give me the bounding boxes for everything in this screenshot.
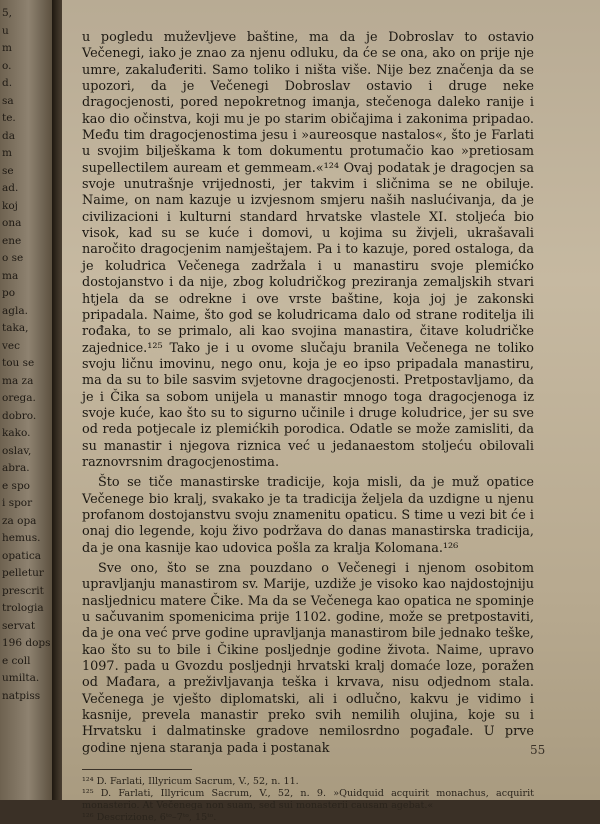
left-page-fragment: ma [2, 269, 19, 282]
left-page-fragment: tou se [2, 357, 35, 369]
left-page-fragment: d. [2, 77, 13, 89]
left-page-fragment: umilta. [2, 672, 40, 684]
paragraph-2: Što se tiče manastirske tradicije, koja misli, da je muž opatice Večenege bio kralj, svakako je ta tradicija željela da uzdigne u njenu profanom dostojanstvu svoju znamenitu opaticu. S time u vezi bit će i onaj dio legende, koju živo podržava do danas manastirska tradicija, da je ona kasnije kao udovica pošla za kralja Kolomana.¹²⁶ [82, 475, 534, 556]
left-page-fragment: te. [2, 112, 16, 124]
left-page-fragment: vec [2, 339, 21, 352]
left-page-fragment: orega. [2, 392, 36, 404]
left-page-fragment: ona [2, 217, 22, 229]
footnote-125: ¹²⁵ D. Farlati, Illyricum Sacrum, V., 52, n. 9. »Quidquid acquirit monachus, acquirit monasterio. At Večenega non suam, sed sui monasterii causam agebat.« [82, 788, 534, 812]
left-page-fragment: e spo [2, 479, 30, 492]
left-page-fragment: servat [2, 619, 36, 632]
footnote-divider [82, 769, 192, 770]
left-page-fragment: opatica [2, 549, 42, 562]
left-page-fragment: prescrit [2, 584, 44, 597]
footnote-124: ¹²⁴ D. Farlati, Illyricum Sacrum, V., 52, n. 11. [82, 776, 299, 788]
left-page-fragment: se [2, 164, 14, 177]
left-page-fragment: m [2, 147, 12, 159]
book-page [62, 0, 600, 824]
left-page-fragment: taka, [2, 322, 29, 334]
left-page-fragment: ene [2, 234, 22, 247]
footnote-126: ¹²⁶ Descrizione, 6ᵗᵒ–7ᵗᵒ, 15ᵗᵒ. [82, 812, 217, 824]
left-page-fragment: abra. [2, 462, 30, 474]
left-page-fragment: za opa [2, 514, 37, 527]
left-page-fragment: trologia [2, 602, 44, 614]
left-page-fragment: koj [2, 199, 18, 212]
left-page-fragment: kako. [2, 427, 31, 439]
left-page-fragment: pelletur [2, 567, 44, 579]
book-gutter [52, 0, 62, 800]
left-page-fragment: agla. [2, 304, 28, 317]
left-page-fragment: 196 dops [2, 637, 51, 649]
paragraph-3: Sve ono, što se zna pouzdano o Večenegi i njenom osobitom upravljanju manastirom sv. Marije, uzdiže je visoko kao najdostojniju nasljednicu matere Čike. Ma da se Večenega kao opatica ne spominje u sačuvanim spomenicima prije 1102. godine, može se pretpostaviti, da je ona već prve godine upravljanja manastirom bile jednako teške, kao što su to bile i Čikine posljednje godine života. Naime, upravo 1097. pada u Gvozdu posljednji hrvatski kralj domaće loze, poražen od Mađara, a preživljavanja teška i krvava, nisu odjednom stala. Večenega je vješto diplomatski, ali i odlučno, kakvu je vidimo i kasnije, prevela manastir preko svih nemilih olujina, koje su i Hrvatsku i dalmatinske gradove nemilosrdno pogađale. U prve godine njena staranja pada i postanak [82, 561, 534, 756]
left-page-edge [0, 0, 52, 800]
left-page-fragment: da [2, 129, 15, 142]
left-page-fragment: hemus. [2, 532, 41, 544]
left-page-fragment: ma za [2, 374, 34, 387]
left-page-fragment: natpiss [2, 689, 41, 702]
left-page-fragment: i spor [2, 497, 33, 509]
paragraph-1: u pogledu muževljeve baštine, ma da je Dobroslav to ostavio Večenegi, iako je znao za njenu odluku, da će se ona, ako on prije nje umre, zakaluđeriti. Samo toliko i ništa više. Nije bez značenja da se upozori, da je Večenegi Dobroslav ostavio i druge neke dragocjenosti, pored nepokretnog imanja, stečenoga daleko ranije i kao dio očinstva, koji mu je po starim običajima i zakonima pripadao. Među tim dragocjenostima jesu i »aureosque nastalos«, što je Farlati u svojim bilješkama k tom dokumentu protumačio kao »pretiosam supellectilem auream et gemmeam.«¹²⁴ Ovaj podatak je dragocjen sa svoje unutrašnje vrijednosti, jer takvim i sličnima se ne obiluje. Naime, on nam kazuje u izvjesnom smjeru naših naslućivanja, da je civilizacioni i kulturni standard hrvatske vlastele XI. stoljeća bio visok, kad su se kuće i domovi, u kojima su živjeli, ukrašavali naročito dragocjenim namještajem. Pa i to kazuje, pored ostaloga, da je koludrica Večenega zadržala i u manastiru svoje plemićko dostojanstvo i da nije, zbog koludričkog preziranja zemaljskih stvari htjela da se odrekne i ove vrste baštine, koja joj je zakonski pripadala. Naime, što god se koludricama dalo od strane roditelja ili rođaka, to se primalo, ali kao svojina manastira, čitave koludričke zajednice.¹²⁵ Tako je i u ovome slučaju branila Večenega ne toliko svoju ličnu imovinu, nego onu, koja je eo ipso pripadala manastiru, ma da su to bile sasvim svjetovne dragocjenosti. Pretpostavljamo, da je i Čika sa sobom unijela u manastir mnogo toga dragocjenoga iz svoje kuće, kao što su to sigurno učinile i druge koludrice, jer su sve od reda potjecale iz plemićkih porodica. Odatle se može zamisliti, da su manastir i njegova riznica već u jedanaestom stoljeću obilovali raznovrsnim dragocjenostima. [82, 30, 534, 470]
page-body [82, 30, 534, 824]
left-page-fragment: e coll [2, 654, 31, 667]
page-number: 55 [530, 743, 546, 757]
left-page-fragment: o se [2, 252, 24, 264]
left-page-fragment: m [2, 42, 12, 54]
footnotes [82, 776, 534, 824]
left-page-fragment: o. [2, 59, 12, 72]
left-page-fragment: 5, [2, 7, 13, 19]
left-page-fragment: u [2, 24, 9, 37]
left-page-fragment: oslav, [2, 444, 32, 457]
left-page-fragment: sa [2, 94, 14, 107]
left-page-fragment: ad. [2, 182, 19, 194]
left-page-fragment: dobro. [2, 409, 37, 422]
left-page-fragment: po [2, 287, 16, 299]
